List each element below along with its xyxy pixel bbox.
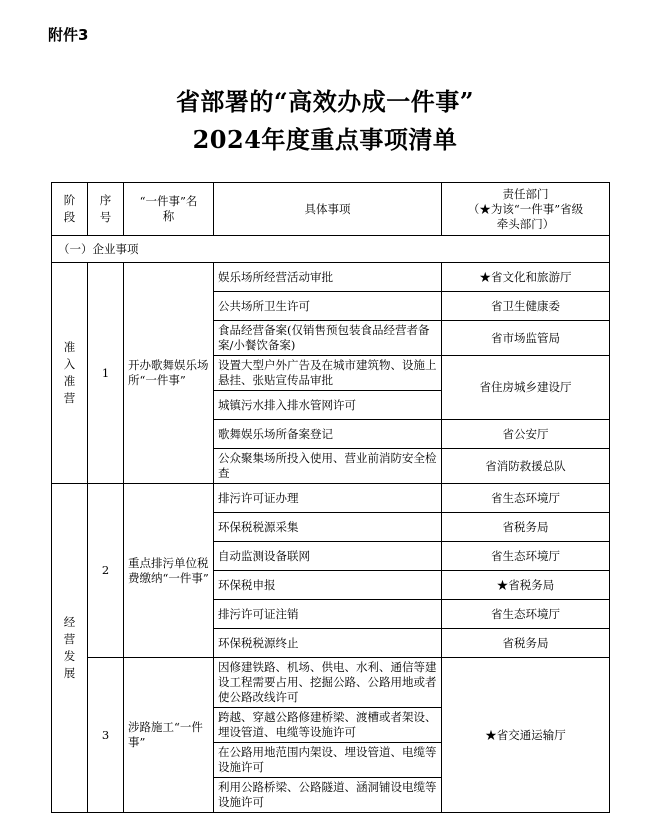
dept-cell: 省消防救援总队 — [442, 449, 610, 484]
attachment-label: 附件3 — [48, 26, 89, 44]
header-stage: 阶段 — [52, 183, 88, 236]
item-cell: 自动监测设备联网 — [214, 542, 442, 571]
dept-cell: 省生态环境厅 — [442, 542, 610, 571]
header-dept: 责任部门 （★为该“一件事”省级 牵头部门） — [442, 183, 610, 236]
dept-cell: 省住房城乡建设厅 — [442, 356, 610, 420]
item-name-cell: 重点排污单位税费缴纳“一件事” — [124, 484, 214, 658]
seq-cell: 3 — [88, 658, 124, 813]
title-line-1: 省部署的“高效办成一件事” — [175, 87, 475, 116]
dept-cell: 省税务局 — [442, 513, 610, 542]
item-cell: 环保税申报 — [214, 571, 442, 600]
table-row — [52, 263, 610, 292]
table-row — [52, 484, 610, 513]
header-row — [52, 183, 610, 236]
header-item: 具体事项 — [214, 183, 442, 236]
task-table — [51, 182, 610, 813]
dept-cell: ★省文化和旅游厅 — [442, 263, 610, 292]
dept-cell: 省税务局 — [442, 629, 610, 658]
item-cell: 公共场所卫生许可 — [214, 292, 442, 321]
item-cell: 排污许可证注销 — [214, 600, 442, 629]
item-cell: 排污许可证办理 — [214, 484, 442, 513]
dept-cell: 省公安厅 — [442, 420, 610, 449]
item-name-cell: 开办歌舞娱乐场所“一件事” — [124, 263, 214, 484]
item-cell: 跨越、穿越公路修建桥梁、渡槽或者架设、埋设管道、电缆等设施许可 — [214, 708, 442, 743]
seq-cell: 1 — [88, 263, 124, 484]
dept-cell: 省生态环境厅 — [442, 600, 610, 629]
stage-cell: 准入准营 — [52, 263, 88, 484]
item-cell: 在公路用地范围内架设、埋设管道、电缆等设施许可 — [214, 743, 442, 778]
seq-cell: 2 — [88, 484, 124, 658]
title-line-2: 2024年度重点事项清单 — [192, 125, 458, 154]
section-label: （一）企业事项 — [52, 236, 610, 263]
item-cell: 利用公路桥梁、公路隧道、涵洞铺设电缆等设施许可 — [214, 778, 442, 813]
table-row — [52, 658, 610, 708]
header-name: “一件事”名称 — [124, 183, 214, 236]
item-cell: 公众聚集场所投入使用、营业前消防安全检查 — [214, 449, 442, 484]
dept-cell: ★省交通运输厅 — [442, 658, 610, 813]
item-cell: 歌舞娱乐场所备案登记 — [214, 420, 442, 449]
item-cell: 因修建铁路、机场、供电、水利、通信等建设工程需要占用、挖掘公路、公路用地或者使公路改线许可 — [214, 658, 442, 708]
item-cell: 食品经营备案(仅销售预包装食品经营者备案/小餐饮备案) — [214, 321, 442, 356]
item-cell: 设置大型户外广告及在城市建筑物、设施上悬挂、张贴宣传品审批 — [214, 356, 442, 391]
item-cell: 环保税税源终止 — [214, 629, 442, 658]
dept-cell: 省生态环境厅 — [442, 484, 610, 513]
header-seq: 序号 — [88, 183, 124, 236]
dept-cell: 省卫生健康委 — [442, 292, 610, 321]
dept-cell: 省市场监管局 — [442, 321, 610, 356]
item-name-cell: 涉路施工“一件事” — [124, 658, 214, 813]
section-row — [52, 236, 610, 263]
item-cell: 娱乐场所经营活动审批 — [214, 263, 442, 292]
stage-cell: 经营发展 — [52, 484, 88, 813]
item-cell: 环保税税源采集 — [214, 513, 442, 542]
item-cell: 城镇污水排入排水管网许可 — [214, 391, 442, 420]
dept-cell: ★省税务局 — [442, 571, 610, 600]
